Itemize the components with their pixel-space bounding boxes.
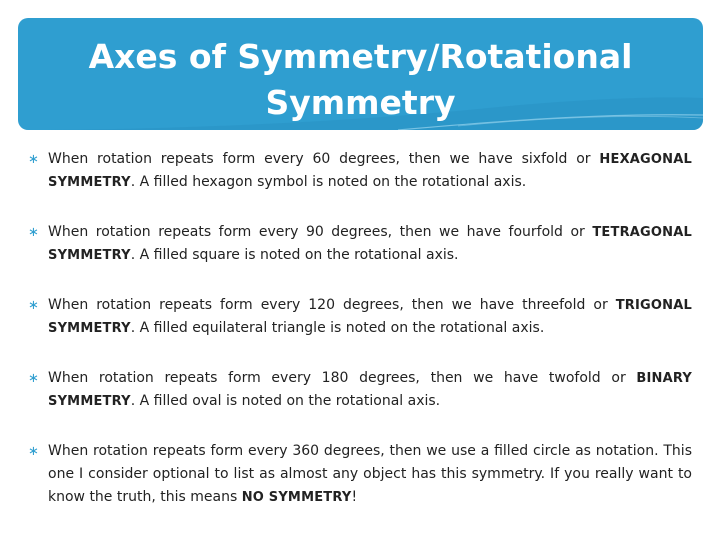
bullet-text-end: . A filled oval is noted on the rotational axis. — [130, 393, 441, 409]
page-title — [18, 34, 703, 126]
asterisk-bullet-icon: ∗ — [28, 225, 39, 240]
bullet-tetragonal — [28, 221, 692, 267]
title-banner — [18, 18, 703, 130]
bullet-no-symmetry — [28, 440, 692, 509]
title-line-2: Symmetry — [265, 83, 456, 122]
asterisk-bullet-icon: ∗ — [28, 298, 39, 313]
bullet-list — [28, 148, 692, 536]
bullet-emphasis: NO SYMMETRY — [241, 490, 352, 505]
bullet-text: When rotation repeats form every 120 degrees, then we have threefold or — [48, 297, 616, 313]
bullet-trigonal — [28, 294, 692, 340]
asterisk-bullet-icon: ∗ — [28, 152, 39, 167]
bullet-hexagonal — [28, 148, 692, 194]
bullet-text-end: . A filled square is noted on the rotational axis. — [130, 247, 459, 263]
bullet-emphasis: HEXAGONAL SYMMETRY — [48, 152, 692, 190]
title-line-1: Axes of Symmetry/Rotational — [88, 37, 633, 76]
asterisk-bullet-icon: ∗ — [28, 444, 39, 459]
bullet-emphasis: TETRAGONAL SYMMETRY — [48, 225, 692, 263]
bullet-text: When rotation repeats form every 90 degrees, then we have fourfold or — [48, 224, 593, 240]
bullet-text: When rotation repeats form every 60 degrees, then we have sixfold or — [48, 151, 600, 167]
bullet-text-end: . A filled hexagon symbol is noted on the rotational axis. — [130, 174, 527, 190]
bullet-emphasis: TRIGONAL SYMMETRY — [48, 298, 692, 336]
bullet-text-end: ! — [351, 489, 358, 505]
bullet-text: When rotation repeats form every 360 degrees, then we use a filled circle as notation. This one I consider optional to list as almost any object has this symmetry. If you really want to know the truth, this means — [48, 443, 692, 505]
bullet-text-end: . A filled equilateral triangle is noted on the rotational axis. — [130, 320, 545, 336]
bullet-binary — [28, 367, 692, 413]
bullet-emphasis: BINARY SYMMETRY — [48, 371, 692, 409]
bullet-text: When rotation repeats form every 180 degrees, then we have twofold or — [48, 370, 637, 386]
asterisk-bullet-icon: ∗ — [28, 371, 39, 386]
